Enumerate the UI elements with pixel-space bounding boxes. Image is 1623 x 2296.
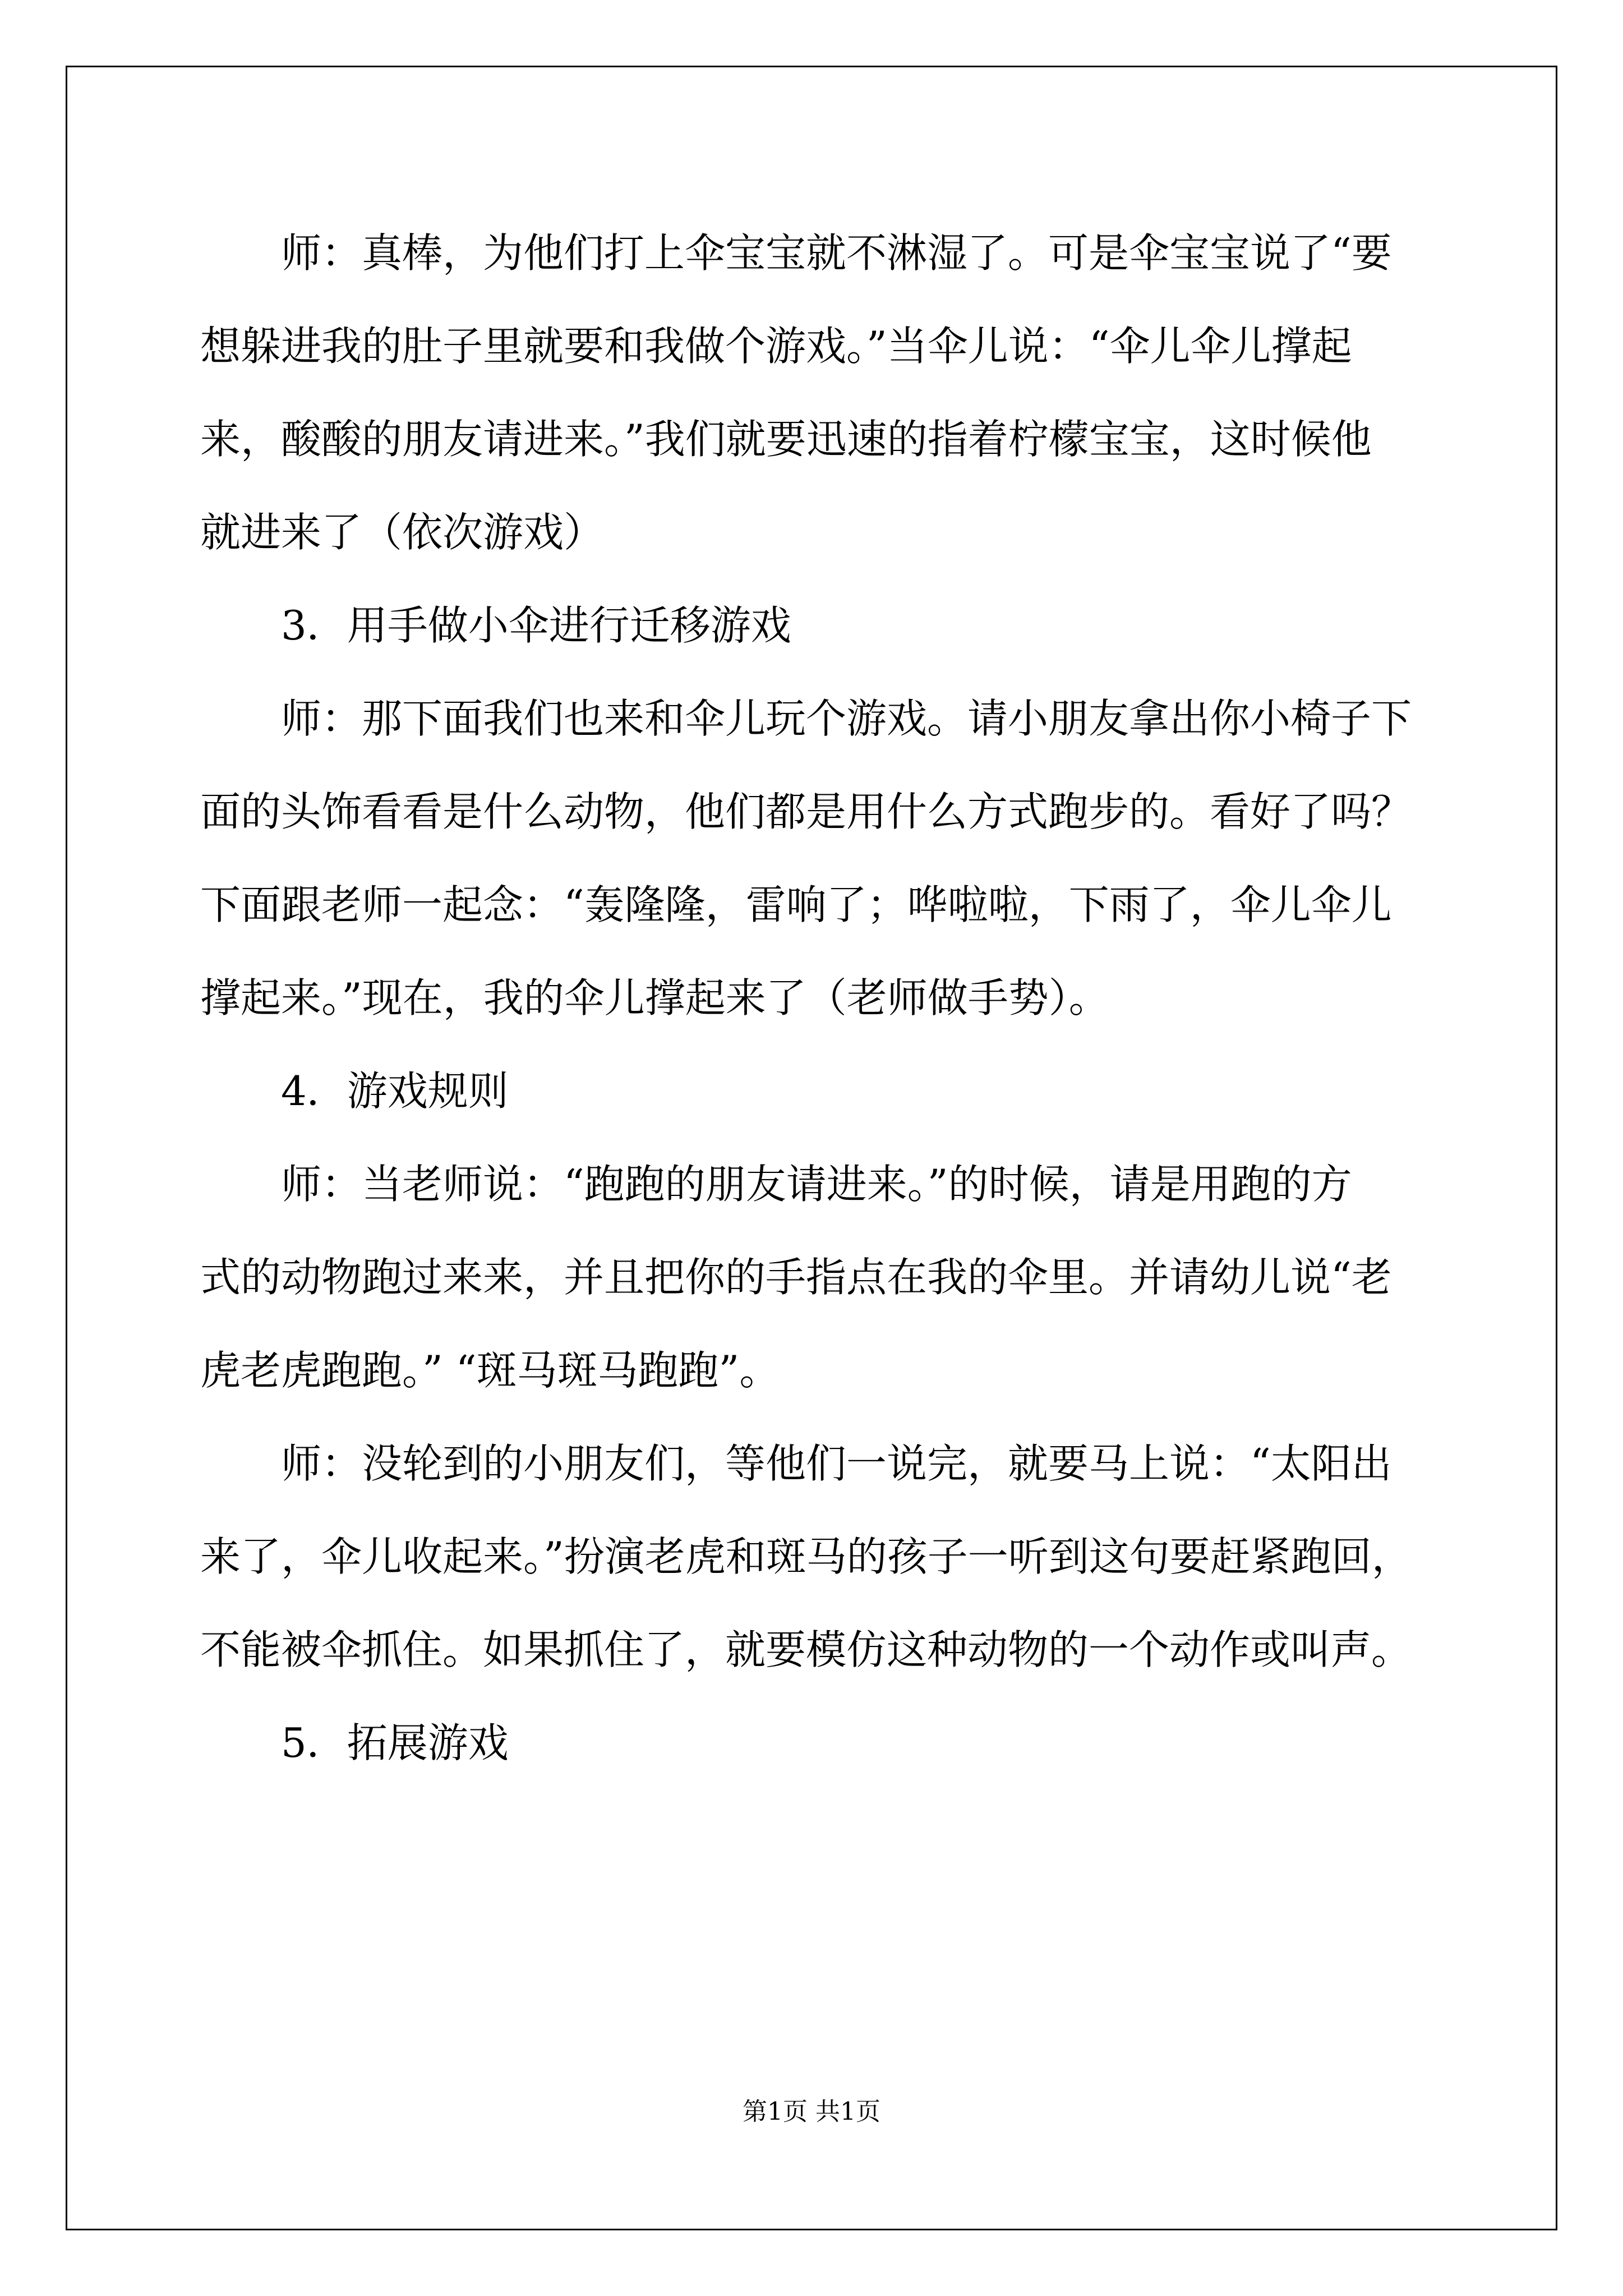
text-line: 师：当老师说：“跑跑的朋友请进来。”的时候，请是用跑的方 (281, 1161, 1352, 1208)
text-line: 撑起来。”现在，我的伞儿撑起来了（老师做手势）。 (200, 974, 1109, 1022)
text-line: 虎老虎跑跑。” “斑马斑马跑跑”。 (200, 1347, 780, 1394)
text-line: 来了，伞儿收起来。”扮演老虎和斑马的孩子一听到这句要赶紧跑回， (200, 1533, 1412, 1580)
text-line: 式的动物跑过来来，并且把你的手指点在我的伞里。并请幼儿说“老 (200, 1254, 1392, 1301)
section-heading (200, 1045, 1423, 1138)
section-heading (200, 1696, 1423, 1789)
document-body (200, 206, 1423, 1789)
paragraph (200, 1417, 1423, 1696)
text-line: 师：那下面我们也来和伞儿玩个游戏。请小朋友拿出你小椅子下 (281, 695, 1412, 742)
text-line: 4．游戏规则 (281, 1068, 509, 1115)
page-number-footer: 第1页 共1页 (743, 2097, 880, 2126)
section-heading (200, 579, 1423, 672)
text-line: 师：真棒，为他们打上伞宝宝就不淋湿了。可是伞宝宝说了“要 (281, 229, 1392, 277)
text-line: 就进来了（依次游戏） (200, 509, 605, 556)
text-line: 下面跟老师一起念：“轰隆隆，雷响了；哗啦啦，下雨了，伞儿伞儿 (200, 881, 1392, 928)
text-line: 师：没轮到的小朋友们，等他们一说完，就要马上说：“太阳出 (281, 1440, 1392, 1487)
paragraph (200, 672, 1423, 1045)
text-line: 面的头饰看看是什么动物，他们都是用什么方式跑步的。看好了吗？ (200, 788, 1412, 835)
text-line: 不能被伞抓住。如果抓住了，就要模仿这种动物的一个动作或叫声。 (200, 1626, 1412, 1673)
paragraph (200, 206, 1423, 579)
text-line: 来，酸酸的朋友请进来。”我们就要迅速的指着柠檬宝宝，这时候他 (200, 416, 1372, 463)
text-line: 想躲进我的肚子里就要和我做个游戏。”当伞儿说：“伞儿伞儿撑起 (200, 323, 1352, 370)
text-line: 3．用手做小伞进行迁移游戏 (281, 602, 791, 649)
text-line: 5．拓展游戏 (281, 1719, 509, 1766)
paragraph (200, 1138, 1423, 1417)
